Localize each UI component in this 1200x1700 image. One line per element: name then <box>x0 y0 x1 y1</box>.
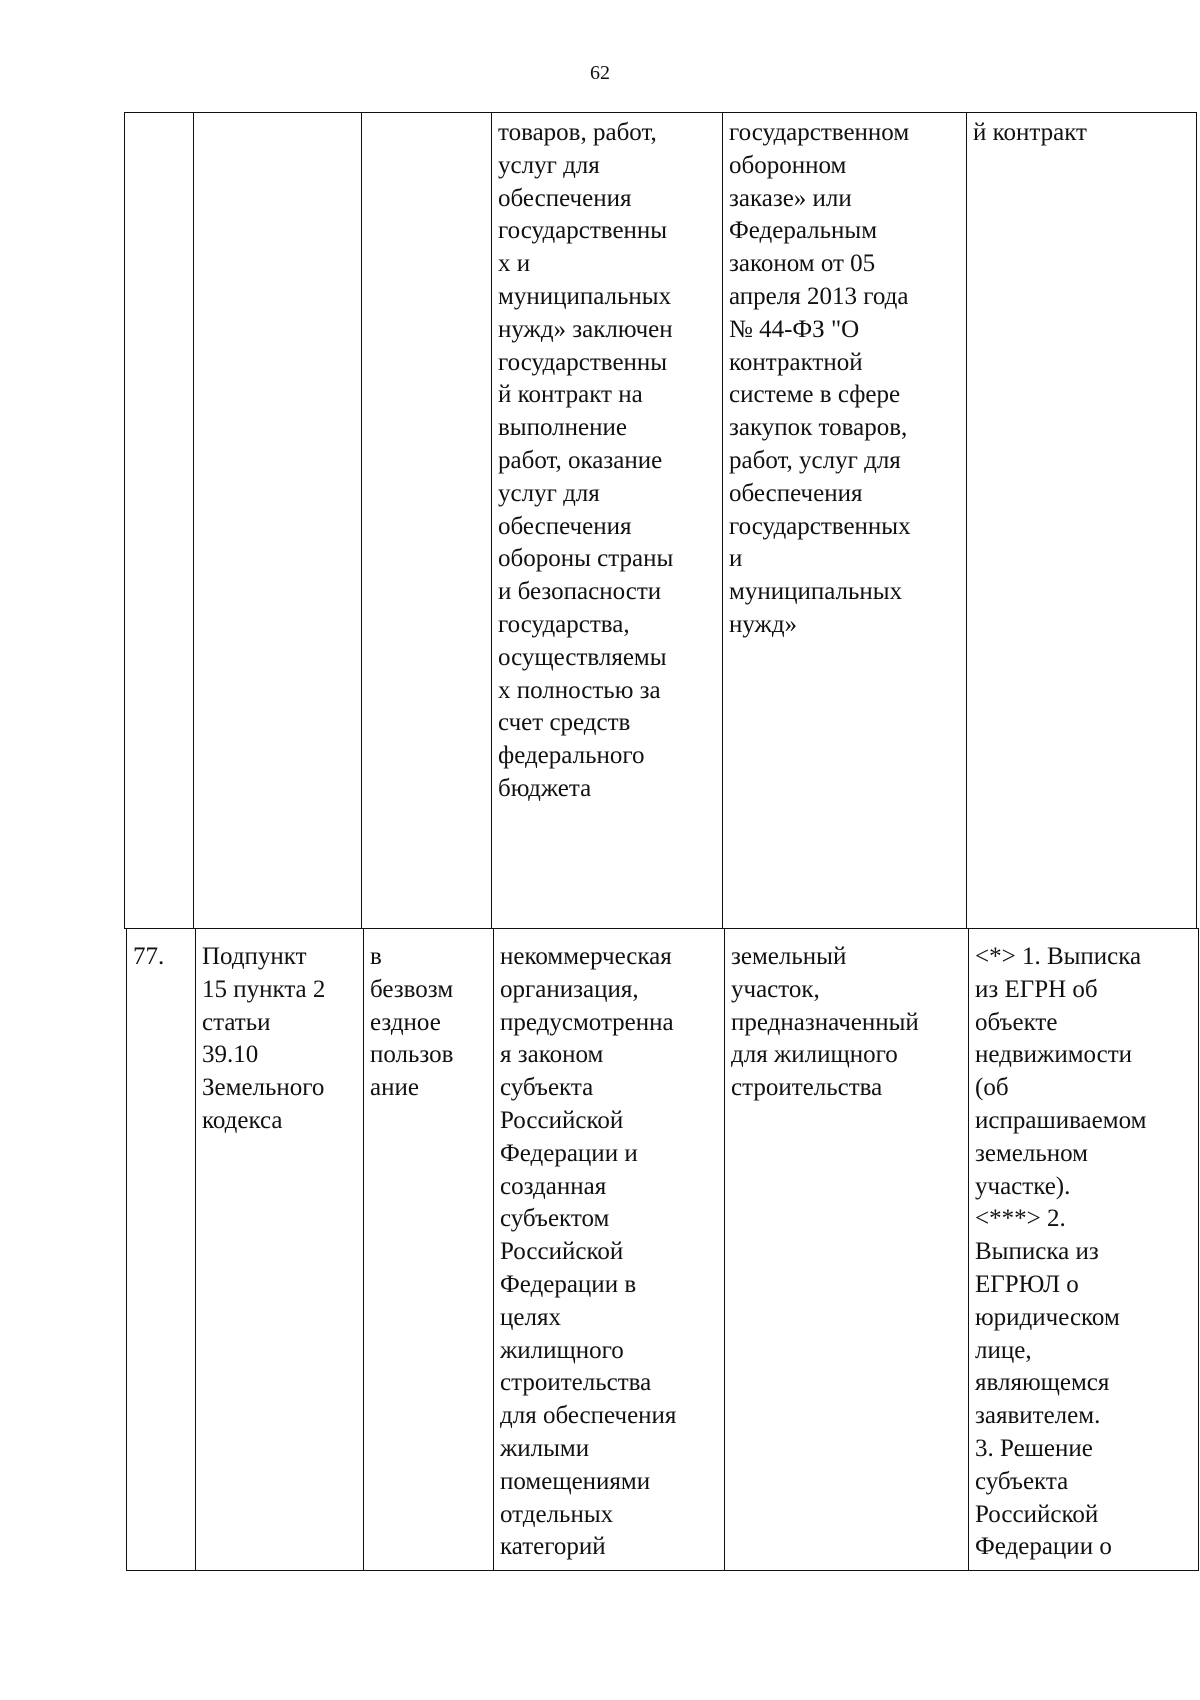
cell-article <box>194 113 362 929</box>
cell-documents: <*> 1. Выписка из ЕГРН об объекте недвижимости (об испрашиваемом земельном участке). <***> 2. Выписка из ЕГРЮЛ о юридическом лице, являющемся заявителем. 3. Решение субъекта Российской Федерации о <box>969 929 1199 1571</box>
page-number: 62 <box>590 62 610 84</box>
cell-number: 77. <box>127 929 196 1571</box>
cell-right-type: в безвозм ездное пользов ание <box>364 929 494 1571</box>
table-row <box>127 929 1199 1571</box>
cell-documents: й контракт <box>967 113 1197 929</box>
table-row <box>125 113 1197 929</box>
cell-applicant: товаров, работ, услуг для обеспечения государственны х и муниципальных нужд» заключен государственны й контракт на выполнение работ, оказание услуг для обеспечения обороны страны и безопасности государства, осуществляемы х полностью за счет средств федерального бюджета <box>492 113 723 929</box>
cell-article: Подпункт 15 пункта 2 статьи 39.10 Земельного кодекса <box>196 929 364 1571</box>
cell-applicant: некоммерческая организация, предусмотренна я законом субъекта Российской Федерации и созданная субъектом Российской Федерации в целях жилищного строительства для обеспечения жилыми помещениями отдельных категорий <box>494 929 725 1571</box>
cell-land-plot: государственном оборонном заказе» или Федеральным законом от 05 апреля 2013 года № 44-ФЗ "О контрактной системе в сфере закупок товаров, работ, услуг для обеспечения государственных и муниципальных нужд» <box>723 113 967 929</box>
cell-number <box>125 113 194 929</box>
document-table-top <box>124 112 1197 929</box>
cell-land-plot: земельный участок, предназначенный для жилищного строительства <box>725 929 969 1571</box>
document-table-bottom <box>126 928 1199 1571</box>
cell-right-type <box>362 113 492 929</box>
